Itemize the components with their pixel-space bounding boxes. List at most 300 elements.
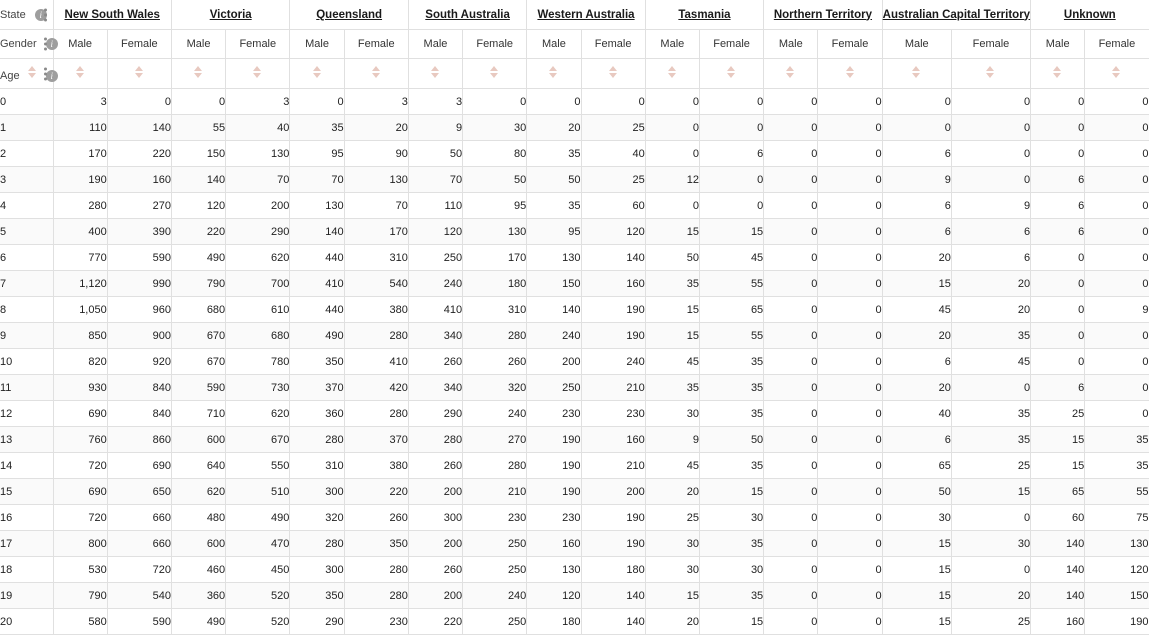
kebab-menu-icon[interactable] (44, 67, 47, 80)
table-cell: 0 (764, 167, 818, 193)
table-cell: 6 (1031, 219, 1085, 245)
sort-arrows-icon[interactable] (609, 65, 618, 79)
column-header-gender[interactable]: Female (1085, 30, 1149, 59)
table-row[interactable] (0, 323, 1149, 349)
column-header-state[interactable] (764, 0, 882, 30)
table-cell: 0 (645, 141, 699, 167)
table-cell: 0 (818, 219, 882, 245)
table-cell: 0 (818, 193, 882, 219)
table-cell: 0 (1085, 89, 1149, 115)
table-cell: 190 (527, 453, 581, 479)
table-cell: 0 (764, 505, 818, 531)
table-cell: 250 (408, 245, 462, 271)
table-cell: 15 (882, 531, 951, 557)
table-cell: 760 (53, 427, 107, 453)
table-cell: 15 (699, 479, 763, 505)
table-cell: 20 (527, 115, 581, 141)
table-row[interactable] (0, 453, 1149, 479)
column-sort-control[interactable] (53, 59, 107, 89)
row-header-age: 1 (0, 115, 53, 141)
table-cell: 400 (53, 219, 107, 245)
column-header-gender[interactable]: Female (107, 30, 171, 59)
table-cell: 140 (171, 167, 225, 193)
table-cell: 110 (53, 115, 107, 141)
table-cell: 610 (226, 297, 290, 323)
table-cell: 0 (1085, 245, 1149, 271)
table-cell: 0 (764, 297, 818, 323)
table-cell: 15 (882, 583, 951, 609)
table-cell: 0 (818, 141, 882, 167)
table-cell: 690 (107, 453, 171, 479)
column-sort-control[interactable] (226, 59, 290, 89)
kebab-menu-icon[interactable] (44, 38, 47, 51)
table-cell: 0 (764, 453, 818, 479)
table-row[interactable] (0, 349, 1149, 375)
header-row-sort (0, 59, 1149, 89)
column-sort-control[interactable] (645, 59, 699, 89)
table-cell: 3 (226, 89, 290, 115)
table-cell: 95 (527, 219, 581, 245)
table-cell: 95 (463, 193, 527, 219)
table-row[interactable] (0, 245, 1149, 271)
table-cell: 280 (53, 193, 107, 219)
table-cell: 65 (699, 297, 763, 323)
table-cell: 350 (290, 583, 344, 609)
column-sort-control[interactable] (1031, 59, 1085, 89)
table-cell: 140 (1031, 531, 1085, 557)
sort-arrows-icon[interactable] (786, 65, 795, 79)
table-cell: 380 (344, 297, 408, 323)
table-cell: 40 (882, 401, 951, 427)
table-cell: 300 (290, 479, 344, 505)
table-cell: 670 (171, 323, 225, 349)
table-row[interactable] (0, 141, 1149, 167)
table-cell: 6 (1031, 375, 1085, 401)
column-header-gender[interactable]: Female (226, 30, 290, 59)
table-cell: 540 (107, 583, 171, 609)
table-cell: 35 (951, 323, 1030, 349)
table-cell: 130 (226, 141, 290, 167)
table-cell: 220 (171, 219, 225, 245)
table-cell: 0 (764, 609, 818, 635)
table-row[interactable] (0, 193, 1149, 219)
table-cell: 15 (882, 271, 951, 297)
table-cell: 730 (226, 375, 290, 401)
sort-arrows-icon[interactable] (1112, 65, 1121, 79)
sort-arrows-icon[interactable] (28, 65, 37, 79)
table-cell: 0 (818, 323, 882, 349)
column-header-state[interactable] (882, 0, 1030, 30)
column-sort-control[interactable] (107, 59, 171, 89)
table-cell: 220 (107, 141, 171, 167)
table-cell: 840 (107, 375, 171, 401)
sort-arrows-icon[interactable] (549, 65, 558, 79)
table-cell: 520 (226, 583, 290, 609)
column-header-state[interactable] (171, 0, 289, 30)
column-header-gender[interactable]: Female (951, 30, 1030, 59)
sort-arrows-icon[interactable] (912, 65, 921, 79)
table-cell: 30 (645, 401, 699, 427)
table-cell: 250 (527, 375, 581, 401)
table-cell: 70 (290, 167, 344, 193)
row-header-age: 17 (0, 531, 53, 557)
table-cell: 260 (408, 557, 462, 583)
table-cell: 12 (645, 167, 699, 193)
column-header-state[interactable] (290, 0, 408, 30)
table-cell: 640 (171, 453, 225, 479)
table-cell: 0 (764, 323, 818, 349)
column-header-gender[interactable]: Male (290, 30, 344, 59)
table-cell: 45 (882, 297, 951, 323)
table-cell: 310 (463, 297, 527, 323)
table-cell: 0 (699, 115, 763, 141)
table-cell: 300 (290, 557, 344, 583)
table-cell: 410 (290, 271, 344, 297)
table-cell: 0 (1031, 89, 1085, 115)
table-cell: 25 (645, 505, 699, 531)
table-cell: 190 (581, 505, 645, 531)
column-header-gender[interactable]: Male (1031, 30, 1085, 59)
column-header-gender[interactable]: Female (699, 30, 763, 59)
info-icon[interactable]: i (46, 38, 58, 50)
info-icon[interactable]: i (35, 9, 47, 21)
table-cell: 0 (818, 479, 882, 505)
table-cell: 0 (951, 167, 1030, 193)
table-cell: 150 (171, 141, 225, 167)
table-row[interactable] (0, 167, 1149, 193)
table-cell: 120 (581, 219, 645, 245)
column-sort-control[interactable] (171, 59, 225, 89)
table-cell: 280 (408, 427, 462, 453)
column-sort-control[interactable] (344, 59, 408, 89)
table-row[interactable] (0, 427, 1149, 453)
table-cell: 290 (226, 219, 290, 245)
table-cell: 210 (581, 375, 645, 401)
table-row[interactable] (0, 401, 1149, 427)
table-cell: 930 (53, 375, 107, 401)
table-row[interactable] (0, 219, 1149, 245)
table-cell: 250 (463, 531, 527, 557)
table-cell: 620 (171, 479, 225, 505)
table-cell: 0 (764, 271, 818, 297)
column-header-state[interactable] (53, 0, 171, 30)
table-cell: 30 (645, 557, 699, 583)
table-cell: 130 (290, 193, 344, 219)
sort-arrows-icon[interactable] (490, 65, 499, 79)
table-cell: 960 (107, 297, 171, 323)
table-cell: 0 (1085, 323, 1149, 349)
row-header-age: 6 (0, 245, 53, 271)
table-cell: 860 (107, 427, 171, 453)
table-row[interactable] (0, 531, 1149, 557)
column-sort-control[interactable] (408, 59, 462, 89)
table-cell: 0 (764, 349, 818, 375)
table-cell: 350 (344, 531, 408, 557)
table-row[interactable] (0, 375, 1149, 401)
column-sort-control[interactable] (290, 59, 344, 89)
table-cell: 170 (344, 219, 408, 245)
table-cell: 990 (107, 271, 171, 297)
row-header-age: 15 (0, 479, 53, 505)
table-cell: 190 (581, 297, 645, 323)
table-cell: 440 (290, 297, 344, 323)
table-cell: 160 (581, 427, 645, 453)
state-header-label[interactable]: Tasmania (678, 8, 731, 21)
table-cell: 15 (645, 583, 699, 609)
table-cell: 70 (408, 167, 462, 193)
table-row[interactable] (0, 271, 1149, 297)
table-cell: 35 (699, 583, 763, 609)
table-cell: 0 (764, 89, 818, 115)
table-cell: 240 (463, 583, 527, 609)
row-header-age: 14 (0, 453, 53, 479)
table-cell: 240 (408, 271, 462, 297)
table-cell: 140 (290, 219, 344, 245)
table-cell: 35 (699, 531, 763, 557)
table-cell: 230 (463, 505, 527, 531)
table-cell: 0 (1031, 141, 1085, 167)
column-header-gender[interactable]: Female (818, 30, 882, 59)
column-header-gender[interactable]: Female (344, 30, 408, 59)
table-cell: 0 (818, 557, 882, 583)
table-cell: 15 (645, 219, 699, 245)
sort-arrows-icon[interactable] (846, 65, 855, 79)
table-cell: 0 (645, 115, 699, 141)
table-cell: 0 (1085, 141, 1149, 167)
table-cell: 190 (527, 479, 581, 505)
column-sort-control[interactable] (581, 59, 645, 89)
table-cell: 410 (408, 297, 462, 323)
table-cell: 140 (527, 297, 581, 323)
table-cell: 0 (951, 115, 1030, 141)
sort-arrows-icon[interactable] (76, 65, 85, 79)
table-cell: 280 (344, 583, 408, 609)
table-cell: 0 (764, 401, 818, 427)
column-sort-control[interactable] (818, 59, 882, 89)
column-sort-control[interactable] (951, 59, 1030, 89)
table-cell: 690 (53, 401, 107, 427)
table-cell: 820 (53, 349, 107, 375)
table-cell: 15 (882, 557, 951, 583)
table-cell: 180 (581, 557, 645, 583)
table-row[interactable] (0, 505, 1149, 531)
table-cell: 0 (818, 297, 882, 323)
table-row[interactable] (0, 609, 1149, 635)
sort-arrows-icon[interactable] (313, 65, 322, 79)
column-header-gender[interactable]: Male (408, 30, 462, 59)
table-cell: 310 (344, 245, 408, 271)
sort-arrows-icon[interactable] (431, 65, 440, 79)
column-header-gender[interactable]: Male (171, 30, 225, 59)
table-cell: 90 (344, 141, 408, 167)
table-cell: 140 (1031, 557, 1085, 583)
state-header-label[interactable]: Victoria (209, 8, 252, 21)
table-cell: 35 (699, 375, 763, 401)
table-cell: 0 (645, 193, 699, 219)
table-cell: 360 (290, 401, 344, 427)
table-cell: 20 (344, 115, 408, 141)
sort-arrows-icon[interactable] (986, 65, 995, 79)
table-cell: 55 (699, 323, 763, 349)
info-icon[interactable]: i (46, 70, 58, 82)
table-cell: 530 (53, 557, 107, 583)
table-row[interactable] (0, 583, 1149, 609)
sort-arrows-icon[interactable] (253, 65, 262, 79)
column-sort-control[interactable] (764, 59, 818, 89)
column-sort-control[interactable] (882, 59, 951, 89)
table-cell: 0 (764, 583, 818, 609)
table-cell: 140 (107, 115, 171, 141)
table-cell: 260 (463, 349, 527, 375)
table-cell: 260 (344, 505, 408, 531)
column-header-gender[interactable]: Female (463, 30, 527, 59)
table-cell: 190 (581, 531, 645, 557)
sort-arrows-icon[interactable] (727, 65, 736, 79)
table-row[interactable] (0, 297, 1149, 323)
kebab-menu-icon[interactable] (44, 8, 47, 21)
table-cell: 340 (408, 323, 462, 349)
table-cell: 470 (226, 531, 290, 557)
table-cell: 0 (818, 167, 882, 193)
table-cell: 50 (408, 141, 462, 167)
table-cell: 0 (1031, 115, 1085, 141)
table-cell: 30 (645, 531, 699, 557)
table-cell: 35 (527, 141, 581, 167)
column-header-gender[interactable]: Male (645, 30, 699, 59)
table-cell: 50 (645, 245, 699, 271)
table-cell: 0 (1085, 115, 1149, 141)
state-header-label[interactable]: South Australia (425, 8, 510, 21)
table-cell: 0 (645, 89, 699, 115)
state-header-label[interactable]: Unknown (1063, 8, 1116, 21)
table-cell: 160 (1031, 609, 1085, 635)
table-cell: 680 (171, 297, 225, 323)
table-cell: 0 (764, 193, 818, 219)
table-cell: 0 (882, 115, 951, 141)
table-cell: 0 (699, 167, 763, 193)
table-cell: 35 (1085, 453, 1149, 479)
column-sort-control[interactable] (527, 59, 581, 89)
corner-cell-gender (0, 30, 53, 59)
table-cell: 590 (107, 609, 171, 635)
table-cell: 25 (581, 115, 645, 141)
table-cell: 190 (527, 427, 581, 453)
state-header-label[interactable]: Queensland (316, 8, 383, 21)
sort-arrows-icon[interactable] (135, 65, 144, 79)
table-cell: 35 (290, 115, 344, 141)
column-header-state[interactable] (527, 0, 645, 30)
column-header-state[interactable] (408, 0, 526, 30)
table-cell: 0 (764, 141, 818, 167)
state-header-label[interactable]: New South Wales (64, 8, 160, 21)
table-cell: 70 (344, 193, 408, 219)
table-cell: 0 (764, 557, 818, 583)
table-cell: 460 (171, 557, 225, 583)
column-sort-control[interactable] (699, 59, 763, 89)
column-sort-control[interactable] (463, 59, 527, 89)
state-header-label[interactable]: Western Australia (537, 8, 635, 21)
column-header-gender[interactable]: Male (53, 30, 107, 59)
table-cell: 490 (290, 323, 344, 349)
table-cell: 300 (408, 505, 462, 531)
state-header-label[interactable]: Australian Capital Territory (882, 8, 1031, 21)
table-cell: 540 (344, 271, 408, 297)
table-cell: 670 (171, 349, 225, 375)
table-cell: 25 (1031, 401, 1085, 427)
table-cell: 0 (818, 89, 882, 115)
table-cell: 0 (764, 375, 818, 401)
table-cell: 15 (645, 323, 699, 349)
state-header-label[interactable]: Northern Territory (773, 8, 873, 21)
table-cell: 350 (290, 349, 344, 375)
table-cell: 0 (107, 89, 171, 115)
table-cell: 280 (463, 453, 527, 479)
row-header-age: 2 (0, 141, 53, 167)
table-row[interactable] (0, 115, 1149, 141)
row-header-age: 10 (0, 349, 53, 375)
table-cell: 45 (645, 453, 699, 479)
column-header-state[interactable] (1031, 0, 1149, 30)
column-header-state[interactable] (645, 0, 763, 30)
sort-arrows-icon[interactable] (372, 65, 381, 79)
table-cell: 0 (1085, 349, 1149, 375)
table-cell: 0 (818, 401, 882, 427)
table-cell: 20 (882, 245, 951, 271)
table-cell: 6 (882, 349, 951, 375)
table-cell: 0 (1031, 297, 1085, 323)
table-cell: 20 (951, 297, 1030, 323)
table-cell: 230 (527, 505, 581, 531)
column-header-gender[interactable]: Male (527, 30, 581, 59)
table-cell: 25 (581, 167, 645, 193)
table-cell: 600 (171, 531, 225, 557)
column-header-gender[interactable]: Male (764, 30, 818, 59)
table-cell: 0 (818, 245, 882, 271)
row-header-age: 18 (0, 557, 53, 583)
table-cell: 340 (408, 375, 462, 401)
table-cell: 370 (290, 375, 344, 401)
column-header-gender[interactable]: Male (882, 30, 951, 59)
table-cell: 25 (951, 609, 1030, 635)
sort-arrows-icon[interactable] (194, 65, 203, 79)
row-header-age: 3 (0, 167, 53, 193)
table-cell: 240 (463, 401, 527, 427)
age-label: Age (0, 70, 20, 83)
table-cell: 0 (818, 349, 882, 375)
table-row[interactable] (0, 479, 1149, 505)
table-cell: 0 (951, 557, 1030, 583)
sort-arrows-icon[interactable] (668, 65, 677, 79)
table-cell: 660 (107, 531, 171, 557)
header-row-state (0, 0, 1149, 30)
table-cell: 15 (882, 609, 951, 635)
table-cell: 0 (699, 193, 763, 219)
table-cell: 410 (344, 349, 408, 375)
table-cell: 6 (699, 141, 763, 167)
column-header-gender[interactable]: Female (581, 30, 645, 59)
table-cell: 110 (408, 193, 462, 219)
table-cell: 0 (1085, 401, 1149, 427)
table-cell: 0 (1085, 219, 1149, 245)
table-row[interactable] (0, 557, 1149, 583)
row-header-age: 19 (0, 583, 53, 609)
column-sort-control[interactable] (1085, 59, 1149, 89)
table-cell: 200 (408, 583, 462, 609)
table-cell: 520 (226, 609, 290, 635)
table-row[interactable] (0, 89, 1149, 115)
sort-arrows-icon[interactable] (1053, 65, 1062, 79)
table-cell: 35 (699, 349, 763, 375)
